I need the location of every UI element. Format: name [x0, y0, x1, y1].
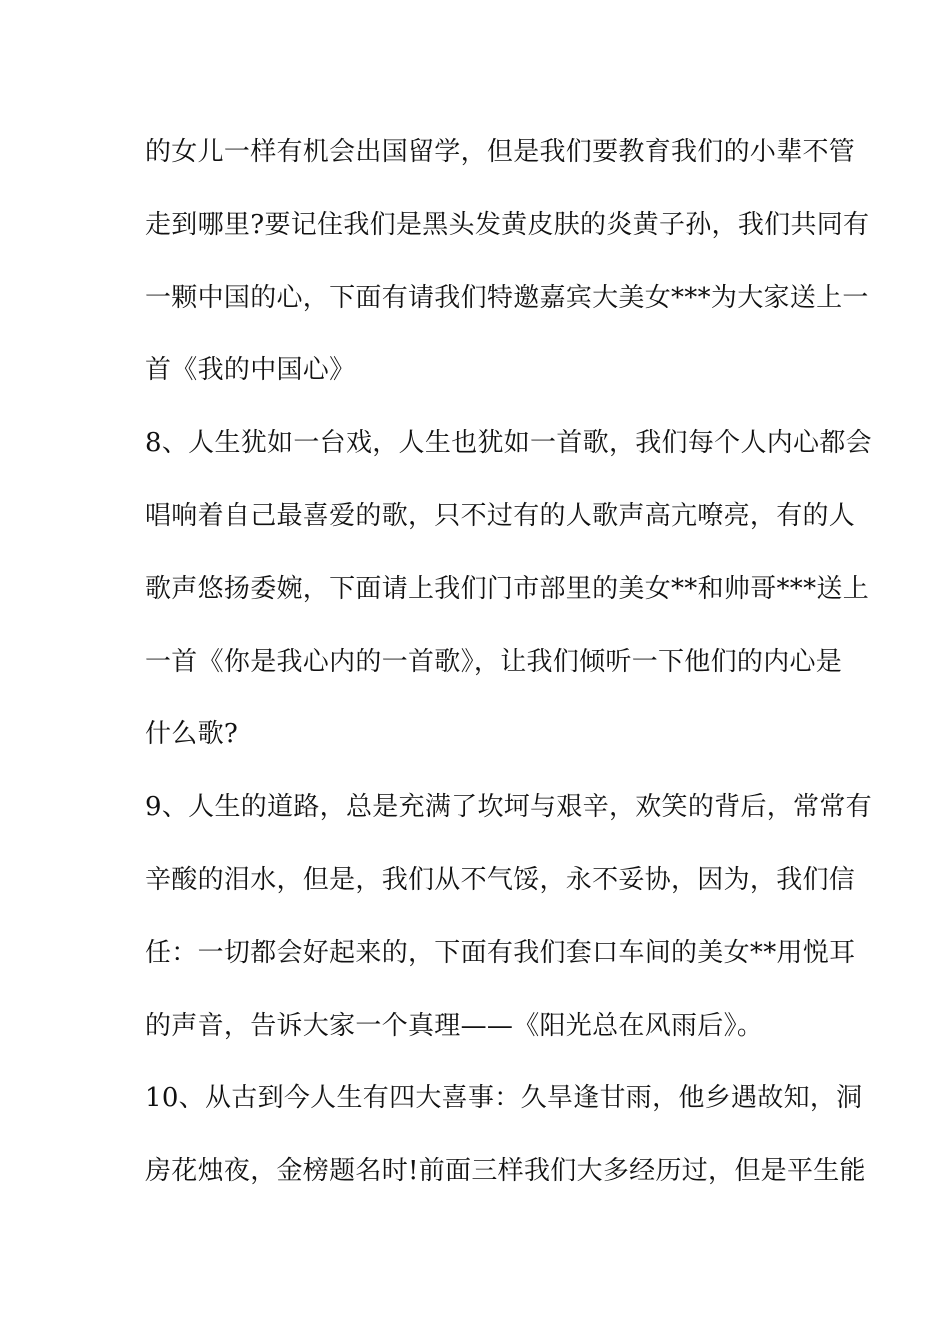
text-line: 的女儿一样有机会出国留学，但是我们要教育我们的小辈不管: [145, 137, 856, 167]
text-line: 辛酸的泪水，但是，我们从不气馁，永不妥协，因为，我们信: [145, 864, 856, 895]
document-body: [145, 124, 872, 1216]
text-line: 一首《你是我心内的一首歌》，让我们倾听一下他们的内心是: [145, 646, 843, 677]
text-line: 8、人生犹如一台戏，人生也犹如一首歌，我们每个人内心都会: [145, 428, 872, 459]
text-line: 任：一切都会好起来的，下面有我们套口车间的美女**用悦耳: [145, 937, 856, 968]
text-line: 歌声悠扬委婉，下面请上我们门市部里的美女**和帅哥***送上: [145, 573, 870, 604]
text-line: 首《我的中国心》: [145, 355, 356, 386]
text-line: 一颗中国的心，下面有请我们特邀嘉宾大美女***为大家送上一: [145, 282, 869, 313]
text-line: 走到哪里?要记住我们是黑头发黄皮肤的炎黄子孙，我们共同有: [145, 209, 870, 240]
text-line: 的声音，告诉大家一个真理——《阳光总在风雨后》。: [145, 1010, 764, 1041]
text-line: 房花烛夜，金榜题名时!前面三样我们大多经历过，但是平生能: [145, 1156, 866, 1187]
text-line: 什么歌?: [145, 719, 239, 750]
text-line: 9、人生的道路，总是充满了坎坷与艰辛，欢笑的背后，常常有: [145, 792, 872, 823]
text-line: 10、从古到今人生有四大喜事：久旱逢甘雨，他乡遇故知，洞: [145, 1083, 863, 1114]
text-line: 唱响着自己最喜爱的歌，只不过有的人歌声高亢嘹亮，有的人: [145, 500, 856, 531]
